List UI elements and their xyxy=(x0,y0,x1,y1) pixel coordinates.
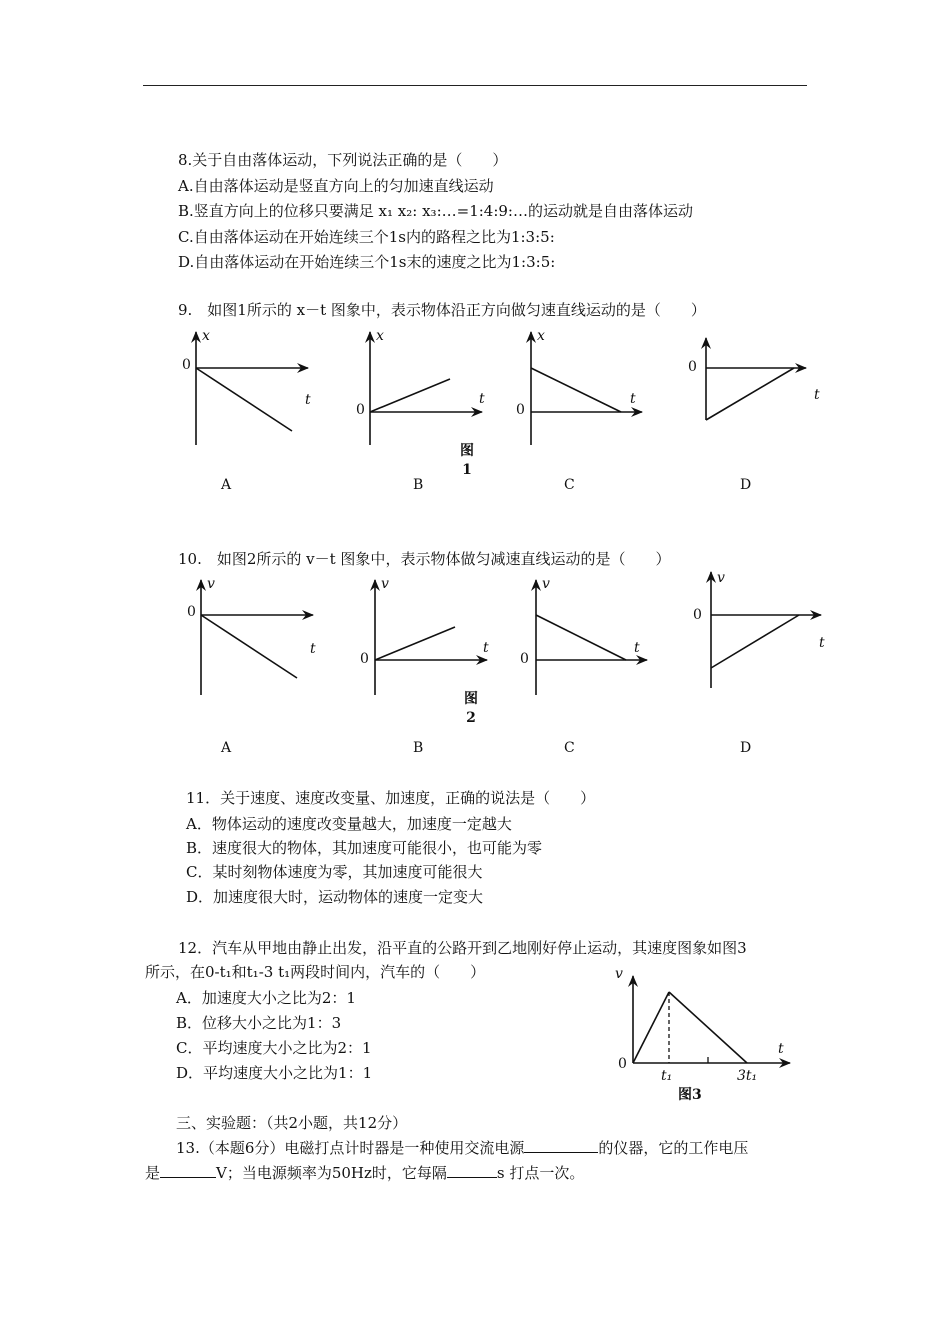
svg-text:v: v xyxy=(207,576,215,592)
svg-text:0: 0 xyxy=(516,402,525,418)
figure-1-graphs xyxy=(170,320,820,460)
q9-stem: 9. 如图1所示的 x－t 图象中，表示物体沿正方向做匀速直线运动的是（ ） xyxy=(178,301,706,319)
figure-2-label-b: B xyxy=(413,740,424,756)
graph-2c xyxy=(520,576,647,695)
graph-2b xyxy=(360,576,489,695)
svg-text:0: 0 xyxy=(182,357,191,373)
svg-text:图3: 图3 xyxy=(678,1087,702,1103)
figure-2-label-c: C xyxy=(564,740,575,756)
figure-1-label-b: B xyxy=(413,477,424,493)
svg-text:0: 0 xyxy=(356,402,365,418)
svg-text:v: v xyxy=(542,576,550,592)
q12-stem-line2: 所示，在0-t₁和t₁-3 t₁两段时间内，汽车的（ ） xyxy=(145,963,486,981)
q13-blank-power-source[interactable] xyxy=(524,1138,598,1153)
figure-2-label-d: D xyxy=(740,740,752,756)
figure-1-label-a: A xyxy=(221,477,232,493)
q11-option-d: D．加速度很大时，运动物体的速度一定变大 xyxy=(186,888,484,906)
svg-text:t: t xyxy=(814,387,820,403)
q10-stem: 10. 如图2所示的 v－t 图象中，表示物体做匀减速直线运动的是（ ） xyxy=(178,550,671,568)
q13-blank-voltage[interactable] xyxy=(160,1163,216,1178)
graph-1a xyxy=(182,328,311,445)
svg-text:t: t xyxy=(305,392,311,408)
svg-text:t: t xyxy=(778,1041,784,1057)
graph-1d xyxy=(688,338,820,420)
graph-2a xyxy=(187,576,316,695)
q8-option-d: D.自由落体运动在开始连续三个1s末的速度之比为1:3:5: xyxy=(178,253,556,271)
graph-1c xyxy=(516,328,642,445)
q13-line2: 是 V；当电源频率为50Hz时，它每隔 s 打点一次。 xyxy=(145,1164,585,1182)
q11-option-b: B．速度很大的物体，其加速度可能很小，也可能为零 xyxy=(186,839,543,857)
figure-2-caption: 图 2 xyxy=(464,691,478,726)
figure-3-graph xyxy=(606,960,806,1105)
svg-text:x: x xyxy=(537,328,545,344)
figure-2-label-a: A xyxy=(221,740,232,756)
header-rule xyxy=(143,85,807,86)
svg-text:v: v xyxy=(615,966,623,982)
svg-text:x: x xyxy=(202,328,210,344)
figure-1-label-d: D xyxy=(740,477,752,493)
q8-option-a: A.自由落体运动是竖直方向上的匀加速直线运动 xyxy=(178,177,494,195)
svg-text:t: t xyxy=(634,640,640,656)
svg-text:0: 0 xyxy=(520,651,529,667)
q12-option-a: A．加速度大小之比为2：1 xyxy=(176,989,356,1007)
q13-blank-interval[interactable] xyxy=(447,1163,497,1178)
q12-stem-line1: 12．汽车从甲地由静止出发，沿平直的公路开到乙地刚好停止运动，其速度图象如图3 xyxy=(178,939,747,957)
q11-option-c: C．某时刻物体速度为零，其加速度可能很大 xyxy=(186,863,483,881)
svg-text:0: 0 xyxy=(693,607,702,623)
svg-text:3t₁: 3t₁ xyxy=(737,1068,758,1084)
svg-text:v: v xyxy=(717,570,725,586)
q8-option-c: C.自由落体运动在开始连续三个1s内的路程之比为1:3:5: xyxy=(178,228,555,246)
svg-text:t: t xyxy=(630,391,636,407)
q11-option-a: A．物体运动的速度改变量越大，加速度一定越大 xyxy=(186,815,512,833)
svg-text:0: 0 xyxy=(618,1056,627,1072)
q12-option-c: C．平均速度大小之比为2：1 xyxy=(176,1039,372,1057)
svg-text:t: t xyxy=(819,635,825,651)
section-3-heading: 三、实验题：（共2小题，共12分） xyxy=(176,1114,408,1132)
svg-text:0: 0 xyxy=(187,604,196,620)
figure-1-caption: 图 1 xyxy=(460,443,474,478)
svg-text:t: t xyxy=(479,391,485,407)
graph-1b xyxy=(356,328,485,445)
svg-text:v: v xyxy=(381,576,389,592)
q11-stem: 11．关于速度、速度改变量、加速度，正确的说法是（ ） xyxy=(186,789,596,807)
svg-text:t₁: t₁ xyxy=(661,1068,673,1084)
svg-text:t: t xyxy=(310,641,316,657)
figure-2-graphs xyxy=(170,568,830,708)
svg-text:x: x xyxy=(376,328,384,344)
graph-2d xyxy=(693,570,825,688)
svg-text:0: 0 xyxy=(360,651,369,667)
svg-text:t: t xyxy=(483,640,489,656)
svg-text:0: 0 xyxy=(688,359,697,375)
q12-option-d: D．平均速度大小之比为1：1 xyxy=(176,1064,373,1082)
q8-stem: 8.关于自由落体运动，下列说法正确的是（ ） xyxy=(178,151,508,169)
q12-option-b: B．位移大小之比为1：3 xyxy=(176,1014,342,1032)
q8-option-b: B.竖直方向上的位移只要满足 x₁ x₂: x₃:…=1:4:9:…的运动就是自由落体运动 xyxy=(178,202,693,220)
q13-line1: 13.（本题6分）电磁打点计时器是一种使用交流电源 的仪器，它的工作电压 xyxy=(176,1139,749,1157)
figure-1-label-c: C xyxy=(564,477,575,493)
